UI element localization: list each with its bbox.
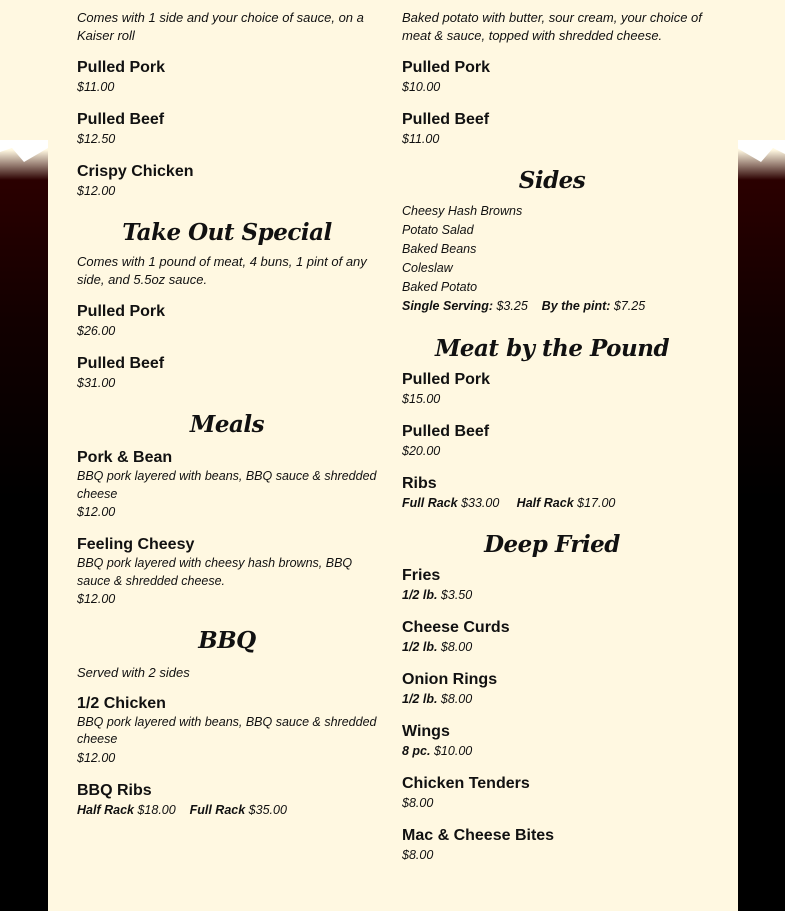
item-description: BBQ pork layered with beans, BBQ sauce & shredded cheese bbox=[77, 469, 377, 501]
item-price-options bbox=[402, 742, 702, 760]
item-price-options bbox=[77, 801, 377, 819]
item-name: Pulled Beef bbox=[77, 111, 165, 128]
quantity-label: 1/2 lb. bbox=[402, 588, 438, 602]
menu-column-left bbox=[77, 0, 377, 819]
price-value: $8.00 bbox=[440, 640, 473, 654]
item-price: $12.00 bbox=[77, 184, 116, 198]
item-price: $11.00 bbox=[402, 132, 440, 146]
price-value: $17.00 bbox=[577, 496, 616, 510]
price-value: $35.00 bbox=[248, 802, 287, 817]
price-value: $7.25 bbox=[613, 299, 646, 313]
item-name: Pulled Pork bbox=[402, 59, 491, 76]
price-label: Half Rack bbox=[77, 802, 134, 817]
sandwich-description: Comes with 1 side and your choice of sauce, on a Kaiser roll bbox=[77, 10, 364, 43]
price-value: $10.00 bbox=[433, 744, 473, 758]
menu-item bbox=[77, 58, 377, 96]
menu-item bbox=[402, 422, 702, 460]
item-name: Pulled Beef bbox=[402, 111, 490, 128]
side-item: Coleslaw bbox=[402, 261, 453, 275]
item-name: Pork & Bean bbox=[77, 449, 173, 466]
section-heading-bbq: BBQ bbox=[198, 627, 256, 654]
section-heading-takeout: Take Out Special bbox=[122, 219, 332, 246]
menu-item bbox=[402, 110, 702, 148]
quantity-label: 1/2 lb. bbox=[402, 692, 438, 706]
item-name: Cheese Curds bbox=[402, 619, 510, 636]
item-name: Crispy Chicken bbox=[77, 163, 194, 180]
item-price: $10.00 bbox=[402, 80, 441, 94]
item-name: Pulled Pork bbox=[77, 59, 166, 76]
price-label: Half Rack bbox=[516, 496, 574, 510]
item-name: Pulled Pork bbox=[77, 303, 166, 320]
item-name: Chicken Tenders bbox=[402, 775, 530, 792]
menu-item bbox=[77, 781, 377, 819]
section-heading-meals: Meals bbox=[189, 411, 265, 438]
right-border-spike bbox=[737, 140, 785, 180]
item-name: BBQ Ribs bbox=[77, 781, 152, 799]
quantity-label: 1/2 lb. bbox=[402, 640, 438, 654]
menu-item bbox=[402, 670, 702, 708]
item-price: $8.00 bbox=[402, 796, 434, 810]
item-name: Pulled Pork bbox=[402, 371, 491, 388]
price-label: Full Rack bbox=[402, 496, 458, 510]
price-value: $8.00 bbox=[440, 692, 473, 706]
menu-item bbox=[402, 370, 702, 408]
item-name: Wings bbox=[402, 723, 450, 740]
side-item: Potato Salad bbox=[402, 223, 474, 237]
section-heading-deep-fried: Deep Fried bbox=[484, 531, 620, 558]
item-price: $12.50 bbox=[77, 132, 116, 146]
item-name: Mac & Cheese Bites bbox=[402, 827, 555, 844]
takeout-description: Comes with 1 pound of meat, 4 buns, 1 pint of any side, and 5.5oz sauce. bbox=[77, 254, 367, 287]
item-name: Onion Rings bbox=[402, 671, 498, 688]
menu-item bbox=[402, 722, 702, 760]
item-price-options bbox=[402, 638, 702, 656]
item-description: BBQ pork layered with beans, BBQ sauce & shredded cheese bbox=[77, 714, 377, 746]
sides-list bbox=[402, 202, 702, 316]
price-value: $3.25 bbox=[496, 299, 528, 313]
item-price: $11.00 bbox=[77, 80, 115, 94]
menu-item bbox=[402, 566, 702, 604]
side-item: Baked Beans bbox=[402, 242, 477, 256]
item-price: $8.00 bbox=[402, 848, 434, 862]
item-price: $20.00 bbox=[402, 444, 441, 458]
left-border-spike bbox=[0, 140, 48, 180]
price-label: Single Serving: bbox=[402, 299, 493, 313]
quantity-label: 8 pc. bbox=[402, 744, 431, 758]
menu-item bbox=[402, 826, 702, 864]
item-price: $12.00 bbox=[77, 592, 116, 606]
item-name: 1/2 Chicken bbox=[77, 694, 166, 712]
section-heading-meat-by-pound: Meat by the Pound bbox=[434, 335, 670, 362]
item-price: $12.00 bbox=[77, 505, 116, 519]
menu-panel bbox=[48, 0, 738, 911]
bbq-description: Served with 2 sides bbox=[77, 665, 190, 680]
item-price: $12.00 bbox=[77, 750, 116, 765]
menu-item bbox=[402, 618, 702, 656]
menu-item bbox=[77, 302, 377, 340]
sides-pricing bbox=[402, 297, 702, 316]
item-name: Ribs bbox=[402, 475, 437, 492]
item-name: Fries bbox=[402, 567, 441, 584]
price-label: By the pint: bbox=[541, 299, 611, 313]
potato-description: Baked potato with butter, sour cream, your choice of meat & sauce, topped with shredded cheese. bbox=[402, 10, 702, 43]
price-label: Full Rack bbox=[189, 802, 246, 817]
menu-item bbox=[77, 694, 377, 767]
right-decorative-border bbox=[737, 0, 785, 911]
menu-item bbox=[77, 162, 377, 200]
price-value: $3.50 bbox=[440, 588, 473, 602]
item-price-options bbox=[402, 690, 702, 708]
item-price: $15.00 bbox=[402, 392, 441, 406]
item-name: Pulled Beef bbox=[402, 423, 490, 440]
menu-item bbox=[402, 474, 702, 512]
price-value: $18.00 bbox=[137, 802, 176, 817]
menu-item bbox=[77, 448, 377, 521]
section-heading-sides: Sides bbox=[518, 167, 586, 194]
item-name: Feeling Cheesy bbox=[77, 536, 195, 553]
price-value: $33.00 bbox=[461, 496, 500, 510]
side-item: Cheesy Hash Browns bbox=[402, 204, 523, 218]
menu-item bbox=[77, 535, 377, 608]
side-item: Baked Potato bbox=[402, 280, 478, 294]
menu-column-right bbox=[402, 0, 702, 864]
item-description: BBQ pork layered with cheesy hash browns, BBQ sauce & shredded cheese. bbox=[77, 556, 353, 588]
left-decorative-border bbox=[0, 0, 48, 911]
menu-item bbox=[402, 58, 702, 96]
item-name: Pulled Beef bbox=[77, 355, 165, 372]
menu-item bbox=[77, 354, 377, 392]
item-price-options bbox=[402, 586, 702, 604]
item-price: $31.00 bbox=[77, 376, 116, 390]
menu-item bbox=[77, 110, 377, 148]
item-price: $26.00 bbox=[77, 324, 116, 338]
menu-item bbox=[402, 774, 702, 812]
item-price-options bbox=[402, 494, 702, 512]
